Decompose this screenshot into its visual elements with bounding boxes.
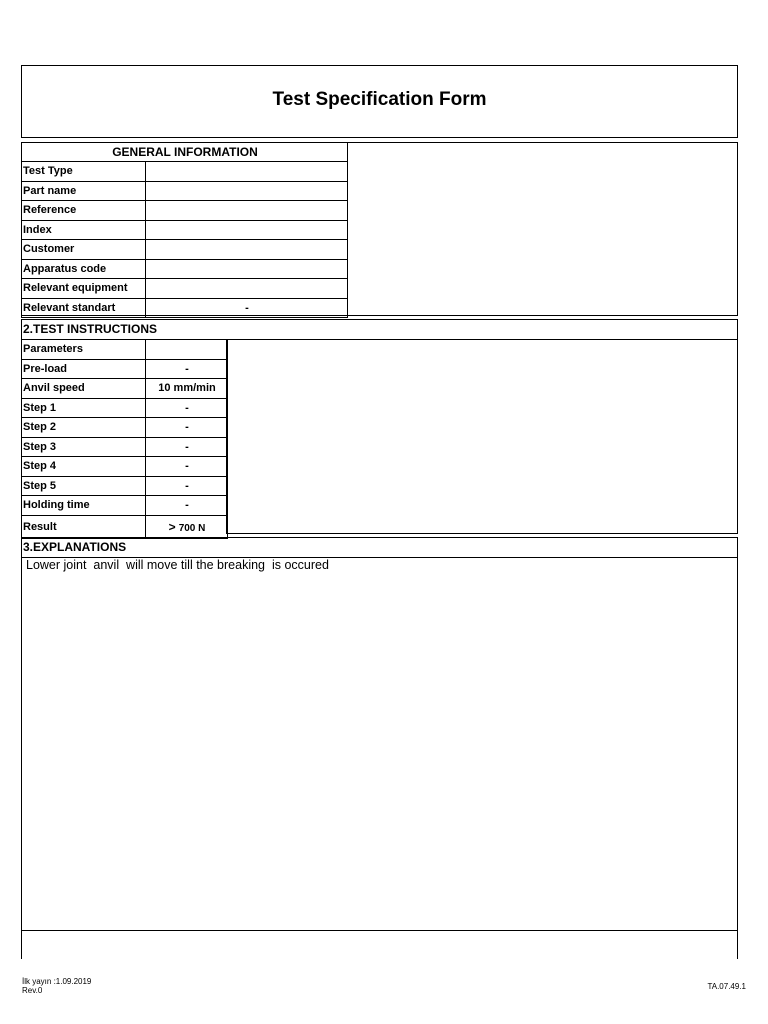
instruction-row <box>22 359 228 379</box>
general-row <box>22 201 348 221</box>
first-publication-date: İlk yayın :1.09.2019 <box>22 977 92 986</box>
general-row <box>22 162 348 182</box>
field-value-part-name[interactable] <box>146 181 348 201</box>
param-value-step-3[interactable]: - <box>146 437 228 457</box>
instruction-row <box>22 437 228 457</box>
result-value-cell[interactable] <box>146 515 228 538</box>
general-info-table <box>21 142 348 318</box>
field-value-index[interactable] <box>146 220 348 240</box>
explanations-heading: 3.EXPLANATIONS <box>21 537 738 558</box>
param-label-step-5: Step 5 <box>22 476 146 496</box>
test-instructions-table <box>21 339 228 539</box>
result-label: Result <box>22 515 146 538</box>
param-value-step-5[interactable]: - <box>146 476 228 496</box>
form-title: Test Specification Form <box>272 88 487 110</box>
param-value-step-1[interactable]: - <box>146 398 228 418</box>
field-value-customer[interactable] <box>146 240 348 260</box>
result-row <box>22 515 228 538</box>
general-row <box>22 240 348 260</box>
bottom-border-left <box>21 931 22 959</box>
explanations-text: Lower joint anvil will move till the breaking is occured <box>26 558 329 572</box>
general-row <box>22 298 348 318</box>
general-row <box>22 220 348 240</box>
param-value-step-2[interactable]: - <box>146 418 228 438</box>
field-value-apparatus-code[interactable] <box>146 259 348 279</box>
param-label-step-3: Step 3 <box>22 437 146 457</box>
revision-label: Rev.0 <box>22 986 43 995</box>
field-label-customer: Customer <box>22 240 146 260</box>
param-label-holding-time: Holding time <box>22 496 146 516</box>
field-value-test-type[interactable] <box>146 162 348 182</box>
result-value: 700 N <box>178 522 206 534</box>
field-label-relevant-equipment: Relevant equipment <box>22 279 146 299</box>
parameters-label: Parameters <box>22 340 146 360</box>
field-label-apparatus-code: Apparatus code <box>22 259 146 279</box>
bottom-border-right <box>737 931 738 959</box>
general-row <box>22 279 348 299</box>
instruction-row <box>22 379 228 399</box>
general-row <box>22 259 348 279</box>
explanations-box[interactable] <box>21 557 738 931</box>
field-value-relevant-equipment[interactable] <box>146 279 348 299</box>
param-label-anvil-speed: Anvil speed <box>22 379 146 399</box>
general-info-heading: GENERAL INFORMATION <box>22 143 348 162</box>
param-value-holding-time[interactable]: - <box>146 496 228 516</box>
instruction-row <box>22 398 228 418</box>
instructions-notes-area <box>226 339 738 534</box>
instruction-row <box>22 418 228 438</box>
title-box <box>21 65 738 138</box>
greater-than-symbol: > <box>168 519 176 534</box>
instruction-row <box>22 457 228 477</box>
field-value-reference[interactable] <box>146 201 348 221</box>
general-row <box>22 181 348 201</box>
field-value-relevant-standart[interactable]: - <box>146 298 348 318</box>
parameters-value-cell <box>146 340 228 360</box>
field-label-index: Index <box>22 220 146 240</box>
param-value-step-4[interactable]: - <box>146 457 228 477</box>
field-label-reference: Reference <box>22 201 146 221</box>
test-instructions-heading: 2.TEST INSTRUCTIONS <box>21 319 738 340</box>
param-value-anvil-speed[interactable]: 10 mm/min <box>146 379 228 399</box>
field-label-part-name: Part name <box>22 181 146 201</box>
param-label-pre-load: Pre-load <box>22 359 146 379</box>
param-label-step-1: Step 1 <box>22 398 146 418</box>
param-value-pre-load[interactable]: - <box>146 359 228 379</box>
document-code: TA.07.49.1 <box>707 982 746 991</box>
instruction-row <box>22 476 228 496</box>
param-label-step-2: Step 2 <box>22 418 146 438</box>
footer-left <box>22 977 91 995</box>
instruction-row <box>22 496 228 516</box>
field-label-relevant-standart: Relevant standart <box>22 298 146 318</box>
field-label-test-type: Test Type <box>22 162 146 182</box>
param-label-step-4: Step 4 <box>22 457 146 477</box>
